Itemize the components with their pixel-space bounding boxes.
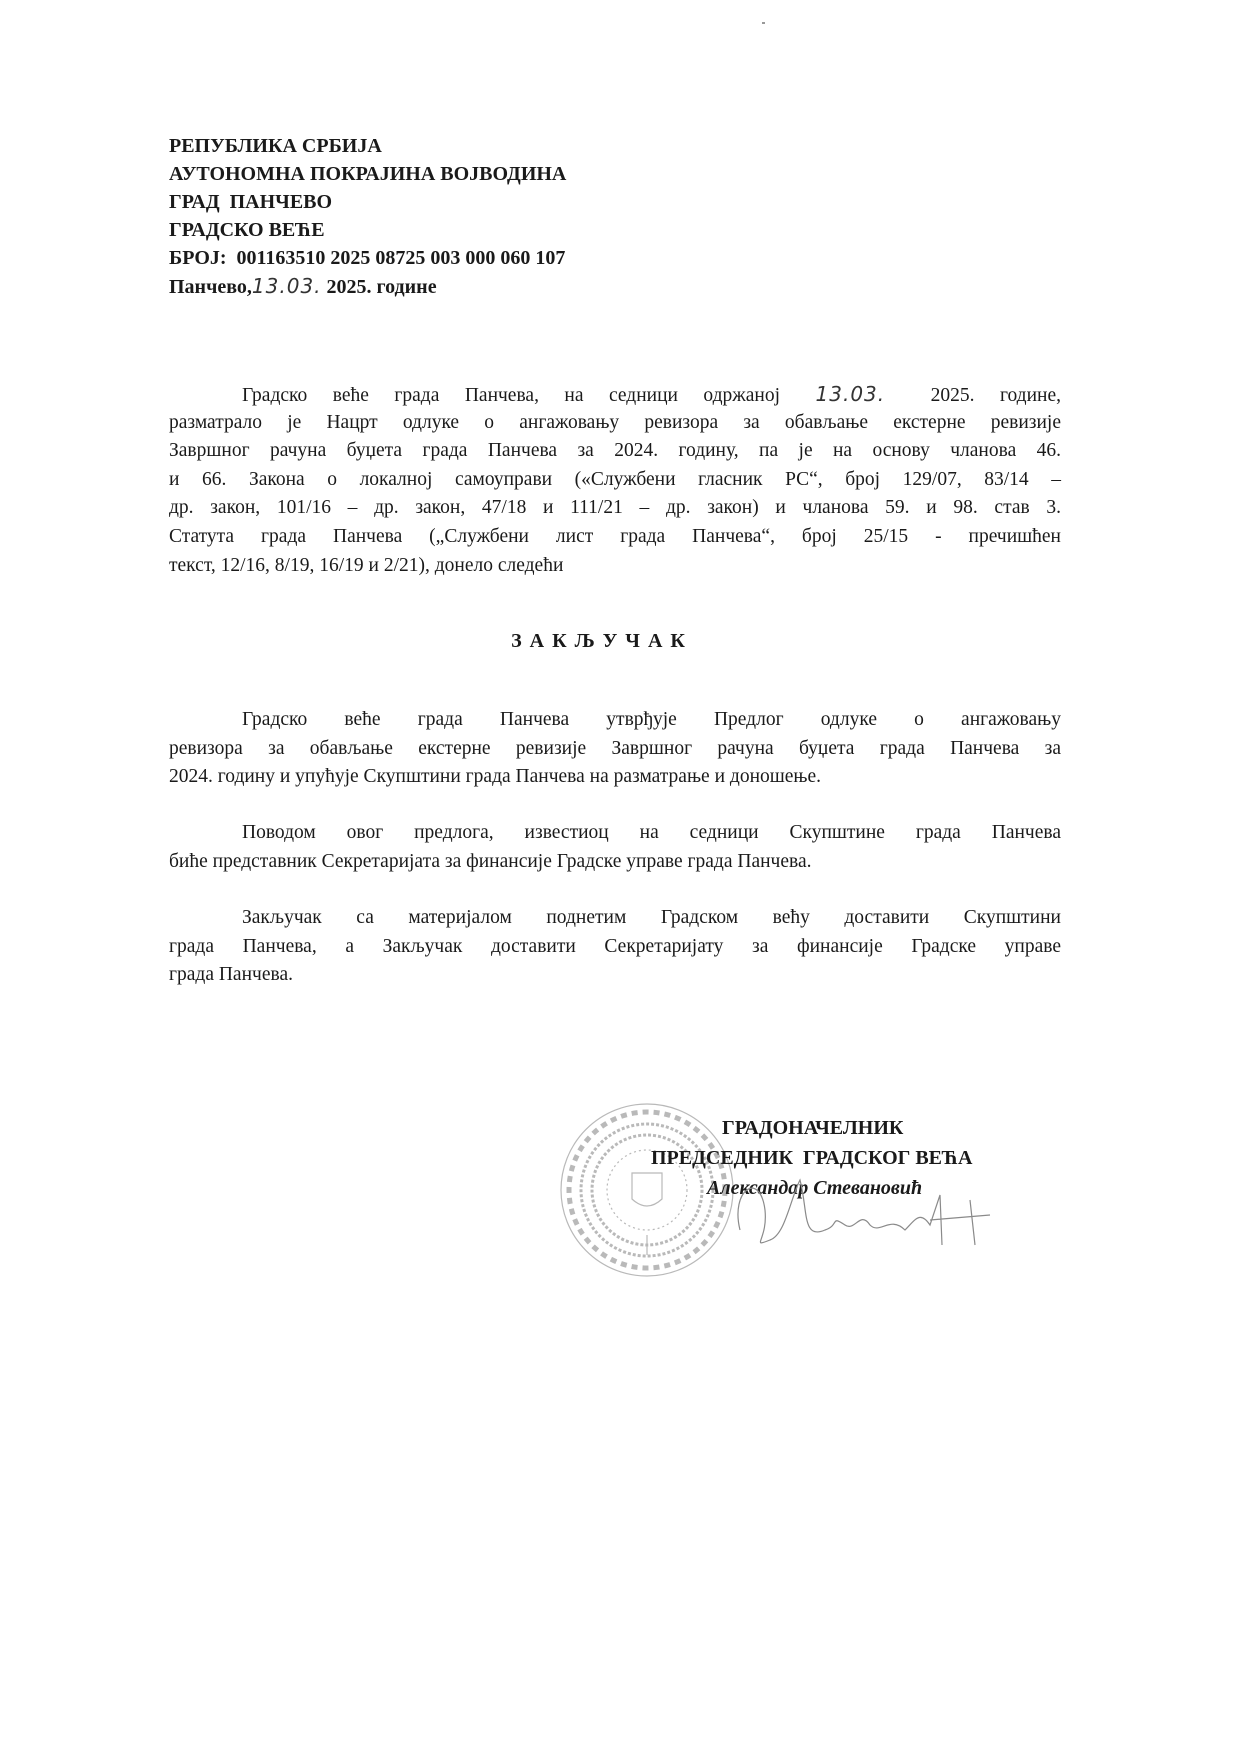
intro-line: Завршног рачуна буџета града Панчева за 2024. годину, па је на основу чланова 46. — [169, 440, 1061, 462]
intro-line: Статута града Панчева („Службени лист града Панчева“, број 25/15 - пречишћен — [169, 525, 1061, 547]
coat-of-arms-icon — [632, 1173, 662, 1206]
conclusion-paragraph-3 — [169, 904, 1061, 990]
header-line-number: БРОЈ: 001163510 2025 08725 003 000 060 107 — [169, 247, 566, 269]
header-line-city: ГРАД ПАНЧЕВО — [169, 191, 333, 213]
date-suffix: 2025. године — [321, 276, 437, 298]
header-line-province: АУТОНОМНА ПОКРАЈИНА ВОЈВОДИНА — [169, 163, 567, 185]
intro-line — [169, 380, 1061, 409]
intro-line: текст, 12/16, 8/19, 16/19 и 2/21), донело следећи — [169, 554, 564, 576]
intro-line: разматрало је Нацрт одлуке о ангажовању ревизора за обављање екстерне ревизије — [169, 411, 1061, 433]
header-line-republic: РЕПУБЛИКА СРБИЈА — [169, 135, 382, 157]
date-prefix: Панчево, — [169, 276, 252, 298]
paragraph-line: града Панчева. — [169, 964, 293, 986]
paragraph-line: биће представник Секретаријата за финансије Градске управе града Панчева. — [169, 850, 812, 872]
paragraph-line: града Панчева, а Закључак доставити Секретаријату за финансије Градске управе — [169, 935, 1061, 957]
paragraph-line: Поводом овог предлога, известиоц на седници Скупштине града Панчева — [242, 822, 1061, 843]
scan-speck — [762, 22, 765, 24]
signatory-name: Александар Стевановић — [707, 1177, 923, 1199]
paragraph-line: Градско веће града Панчева утврђује Предлог одлуке о ангажовању — [242, 709, 1061, 730]
conclusion-paragraph-2 — [169, 819, 1061, 876]
handwritten-session-date: 13.03. — [815, 382, 886, 406]
paragraph-line: 2024. годину и упућује Скупштини града Панчева на разматрање и доношење. — [169, 766, 822, 788]
signatory-title-president: ПРЕДСЕДНИК ГРАДСКОГ ВЕЋА — [651, 1147, 973, 1169]
header-date — [169, 272, 437, 301]
intro-paragraph — [169, 380, 1061, 580]
intro-line: др. закон, 101/16 – др. закон, 47/18 и 111/21 – др. закон) и чланова 59. и 98. став 3. — [169, 497, 1061, 519]
paragraph-line: Закључак са материјалом поднетим Градском већу доставити Скупштини — [242, 907, 1061, 928]
intro-line: и 66. Закона о локалној самоуправи («Службени гласник РС“, број 129/07, 83/14 – — [169, 468, 1061, 490]
paragraph-line: ревизора за обављање екстерне ревизије Завршног рачуна буџета града Панчева за — [169, 737, 1061, 759]
signatory-title-mayor: ГРАДОНАЧЕЛНИК — [722, 1117, 904, 1139]
header-line-council: ГРАДСКО ВЕЋЕ — [169, 219, 325, 241]
handwritten-date: 13.03. — [251, 274, 322, 298]
intro-text: 2025. године, — [930, 385, 1062, 406]
handwritten-signature — [730, 1170, 1000, 1260]
conclusion-paragraph-1 — [169, 706, 1061, 792]
intro-text: Градско веће града Панчева, на седници одржаној — [242, 385, 781, 406]
conclusion-title: ЗАКЉУЧАК — [511, 630, 693, 652]
